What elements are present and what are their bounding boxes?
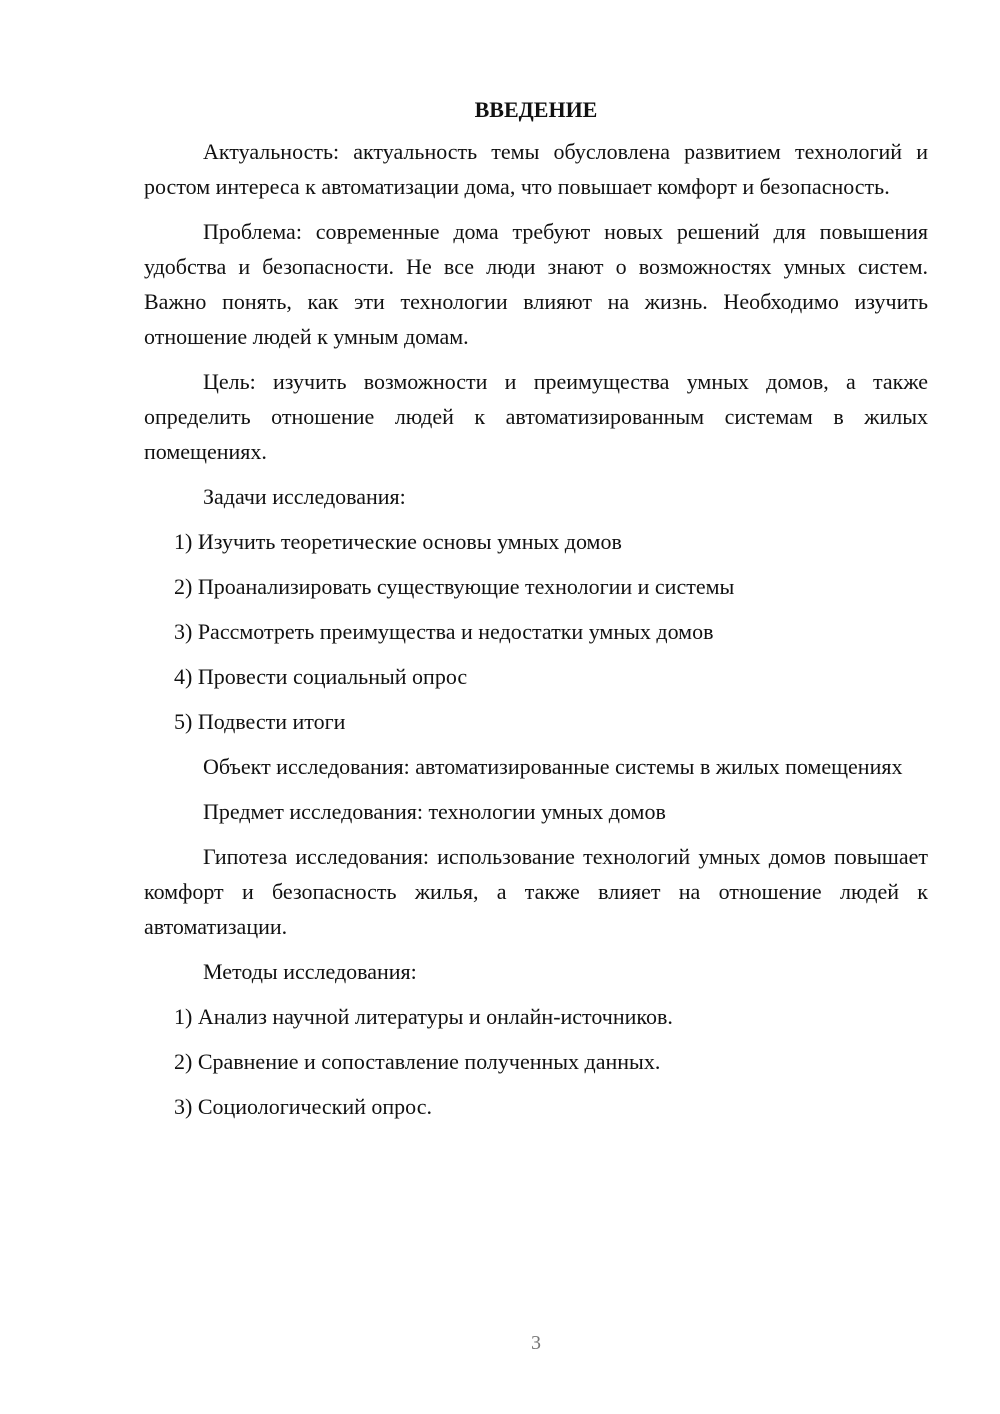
subject-paragraph: Предмет исследования: технологии умных домов [203, 799, 666, 824]
page-number: 3 [531, 1332, 541, 1354]
relevance-paragraph: Актуальность: актуальность темы обусловлена развитием технологий и ростом интереса к автоматизации дома, что повышает комфорт и безопасность. [144, 139, 928, 199]
tasks-title: Задачи исследования: [203, 484, 406, 509]
list-item-method-3: 3) Социологический опрос. [174, 1094, 432, 1119]
goal-paragraph: Цель: изучить возможности и преимущества умных домов, а также определить отношение людей к автоматизированным системам в жилых помещениях. [144, 369, 928, 464]
list-item-task-3: 3) Рассмотреть преимущества и недостатки умных домов [174, 619, 714, 644]
list-item-method-1: 1) Анализ научной литературы и онлайн-источников. [174, 1004, 673, 1029]
page-title: ВВЕДЕНИЕ [474, 97, 598, 122]
problem-paragraph: Проблема: современные дома требуют новых решений для повышения удобства и безопасности. Не все люди знают о возможностях умных систем. Важно понять, как эти технологии влияют на жизнь. Необходимо изучить отношение людей к умным домам. [144, 219, 928, 349]
list-item-task-1: 1) Изучить теоретические основы умных домов [174, 529, 622, 554]
document-page [144, 94, 928, 1134]
list-item-task-4: 4) Провести социальный опрос [174, 664, 468, 689]
methods-title: Методы исследования: [203, 959, 417, 984]
object-paragraph: Объект исследования: автоматизированные системы в жилых помещениях [203, 754, 903, 779]
list-item-task-5: 5) Подвести итоги [174, 709, 346, 734]
list-item-task-2: 2) Проанализировать существующие технологии и системы [174, 574, 735, 599]
list-item-method-2: 2) Сравнение и сопоставление полученных данных. [174, 1049, 661, 1074]
hypothesis-paragraph: Гипотеза исследования: использование технологий умных домов повышает комфорт и безопасность жилья, а также влияет на отношение людей к автоматизации. [144, 844, 928, 939]
